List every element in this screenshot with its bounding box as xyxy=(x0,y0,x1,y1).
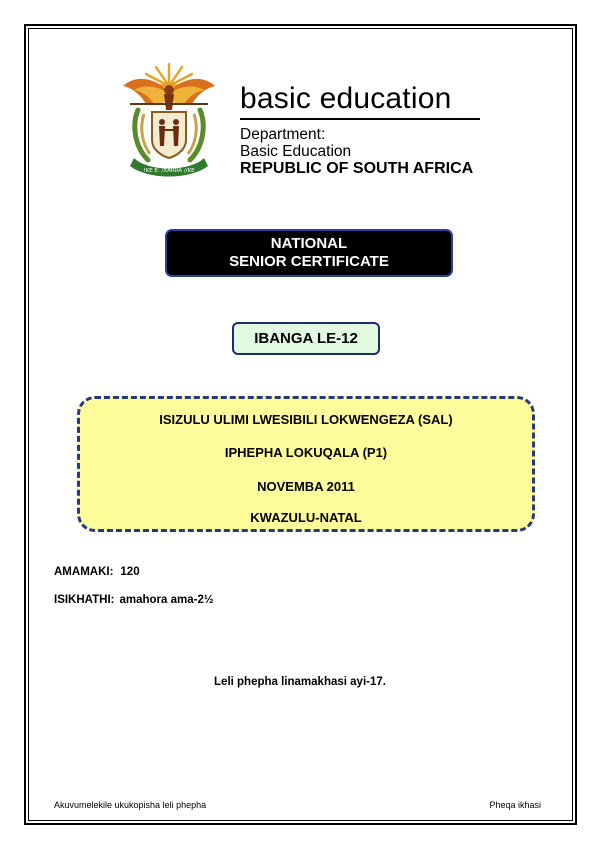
department-brand xyxy=(240,82,482,177)
marks-label: AMAMAKI: xyxy=(54,566,114,578)
province-name: KWAZULU-NATAL xyxy=(250,510,362,525)
time-label: ISIKHATHI: xyxy=(54,594,115,606)
brand-title: basic education xyxy=(240,82,452,115)
exam-date: NOVEMBA 2011 xyxy=(257,479,355,494)
coat-of-arms-logo xyxy=(118,60,220,182)
marks-value: 120 xyxy=(120,566,140,578)
paper-number: IPHEPHA LOKUQALA (P1) xyxy=(224,445,388,460)
department-label: Department: xyxy=(240,126,326,143)
copyright-footer: Akuvumelekile ukukopisha leli phepha xyxy=(54,800,207,810)
grade-box xyxy=(232,322,380,355)
subject-title: ISIZULU ULIMI LWESIBILI LOKWENGEZA (SAL) xyxy=(159,412,453,427)
motto-text: !KE E: /XARRA //KE xyxy=(143,168,195,174)
certificate-line-1: NATIONAL xyxy=(270,235,348,252)
certificate-line-2: SENIOR CERTIFICATE xyxy=(229,253,389,270)
country-name: REPUBLIC OF SOUTH AFRICA xyxy=(240,160,474,177)
grade-label: IBANGA LE-12 xyxy=(254,330,358,347)
time-value: amahora ama-2½ xyxy=(119,594,214,606)
turn-page-footer: Pheqa ikhasi xyxy=(489,800,541,810)
time-info xyxy=(54,594,213,606)
department-name: Basic Education xyxy=(240,143,352,160)
certificate-banner xyxy=(165,229,453,277)
marks-info xyxy=(54,566,140,578)
brand-rule xyxy=(240,118,480,120)
subject-box xyxy=(77,396,535,532)
page-count-note: Leli phepha linamakhasi ayi-17. xyxy=(214,676,386,688)
